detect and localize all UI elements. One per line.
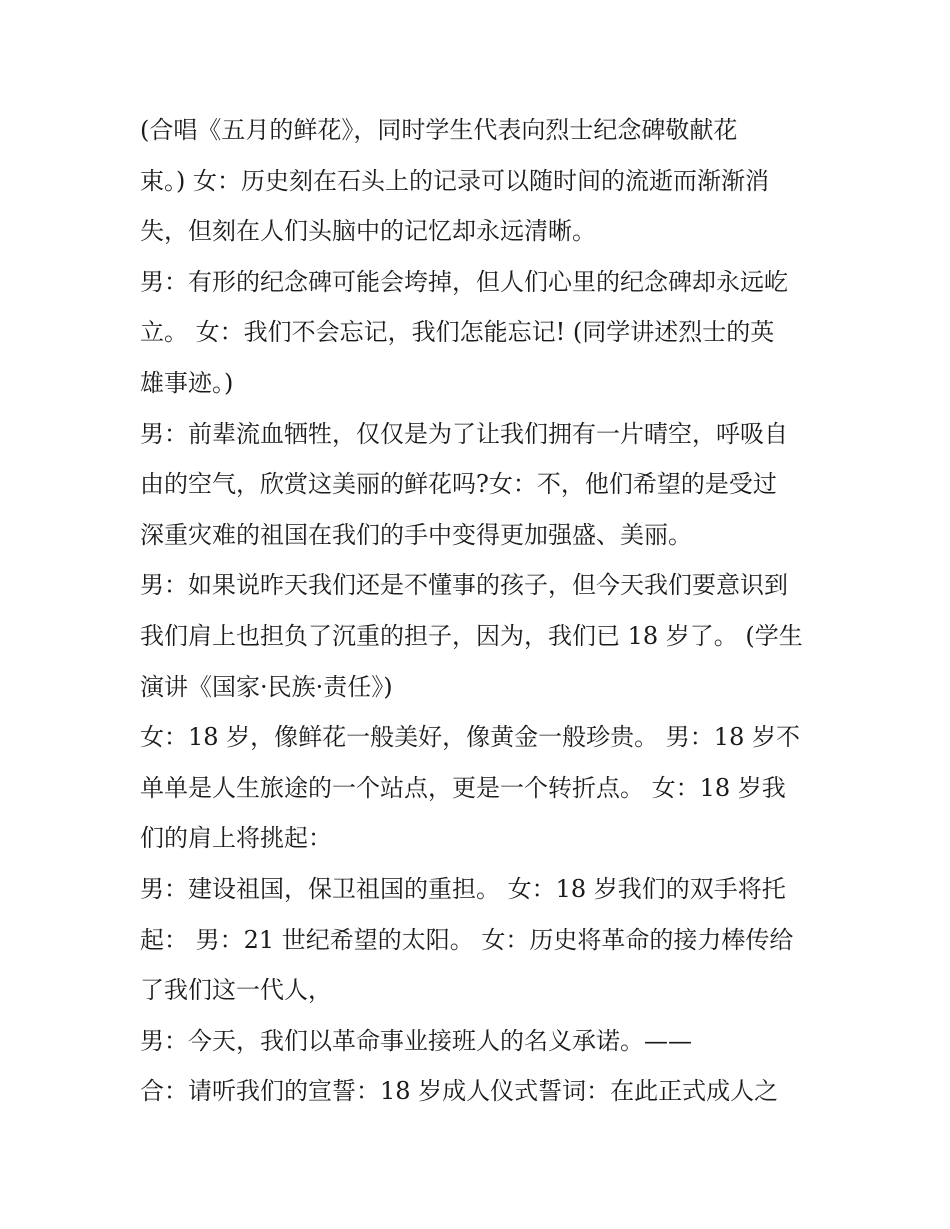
text-line: 了我们这一代人， [140,976,332,1005]
text-line: (合唱《五月的鲜花》，同时学生代表向烈士纪念碑敬献花 [140,116,738,144]
text-line: 雄事迹。) [140,368,234,397]
text-line: 立。 女：我们不会忘记，我们怎能忘记! (同学讲述烈士的英 [140,318,775,347]
body-text [140,105,830,1117]
text-line: 男：前辈流血牺牲，仅仅是为了让我们拥有一片晴空，呼吸自 [140,419,788,448]
text-line: 女：18 岁，像鲜花一般美好，像黄金一般珍贵。 男：18 岁不 [140,723,800,752]
text-line: 我们肩上也担负了沉重的担子，因为，我们已 18 岁了。 (学生 [140,621,803,650]
text-line: 们的肩上将挑起： [140,824,332,853]
text-line: 深重灾难的祖国在我们的手中变得更加强盛、美丽。 [140,520,692,549]
text-line: 合：请听我们的宣誓：18 岁成人仪式誓词：在此正式成人之 [140,1077,779,1106]
text-line: 束。) 女：历史刻在石头上的记录可以随时间的流逝而渐渐消 [140,166,769,195]
text-line: 男：建设祖国，保卫祖国的重担。 女：18 岁我们的双手将托 [140,874,786,903]
text-line: 失，但刻在人们头脑中的记忆却永远清晰。 [140,217,596,246]
text-line: 男：有形的纪念碑可能会垮掉，但人们心里的纪念碑却永远屹 [140,267,788,296]
text-line: 单单是人生旅途的一个站点，更是一个转折点。 女：18 岁我 [140,773,786,802]
text-line: 由的空气，欣赏这美丽的鲜花吗?女：不，他们希望的是受过 [140,470,777,499]
text-line: 男：今天，我们以革命事业接班人的名义承诺。—— [140,1026,692,1055]
text-line: 起： 男：21 世纪希望的太阳。 女：历史将革命的接力棒传给 [140,925,794,954]
text-line: 演讲《国家·民族·责任》) [140,672,393,701]
text-line: 男：如果说昨天我们还是不懂事的孩子，但今天我们要意识到 [140,571,788,600]
